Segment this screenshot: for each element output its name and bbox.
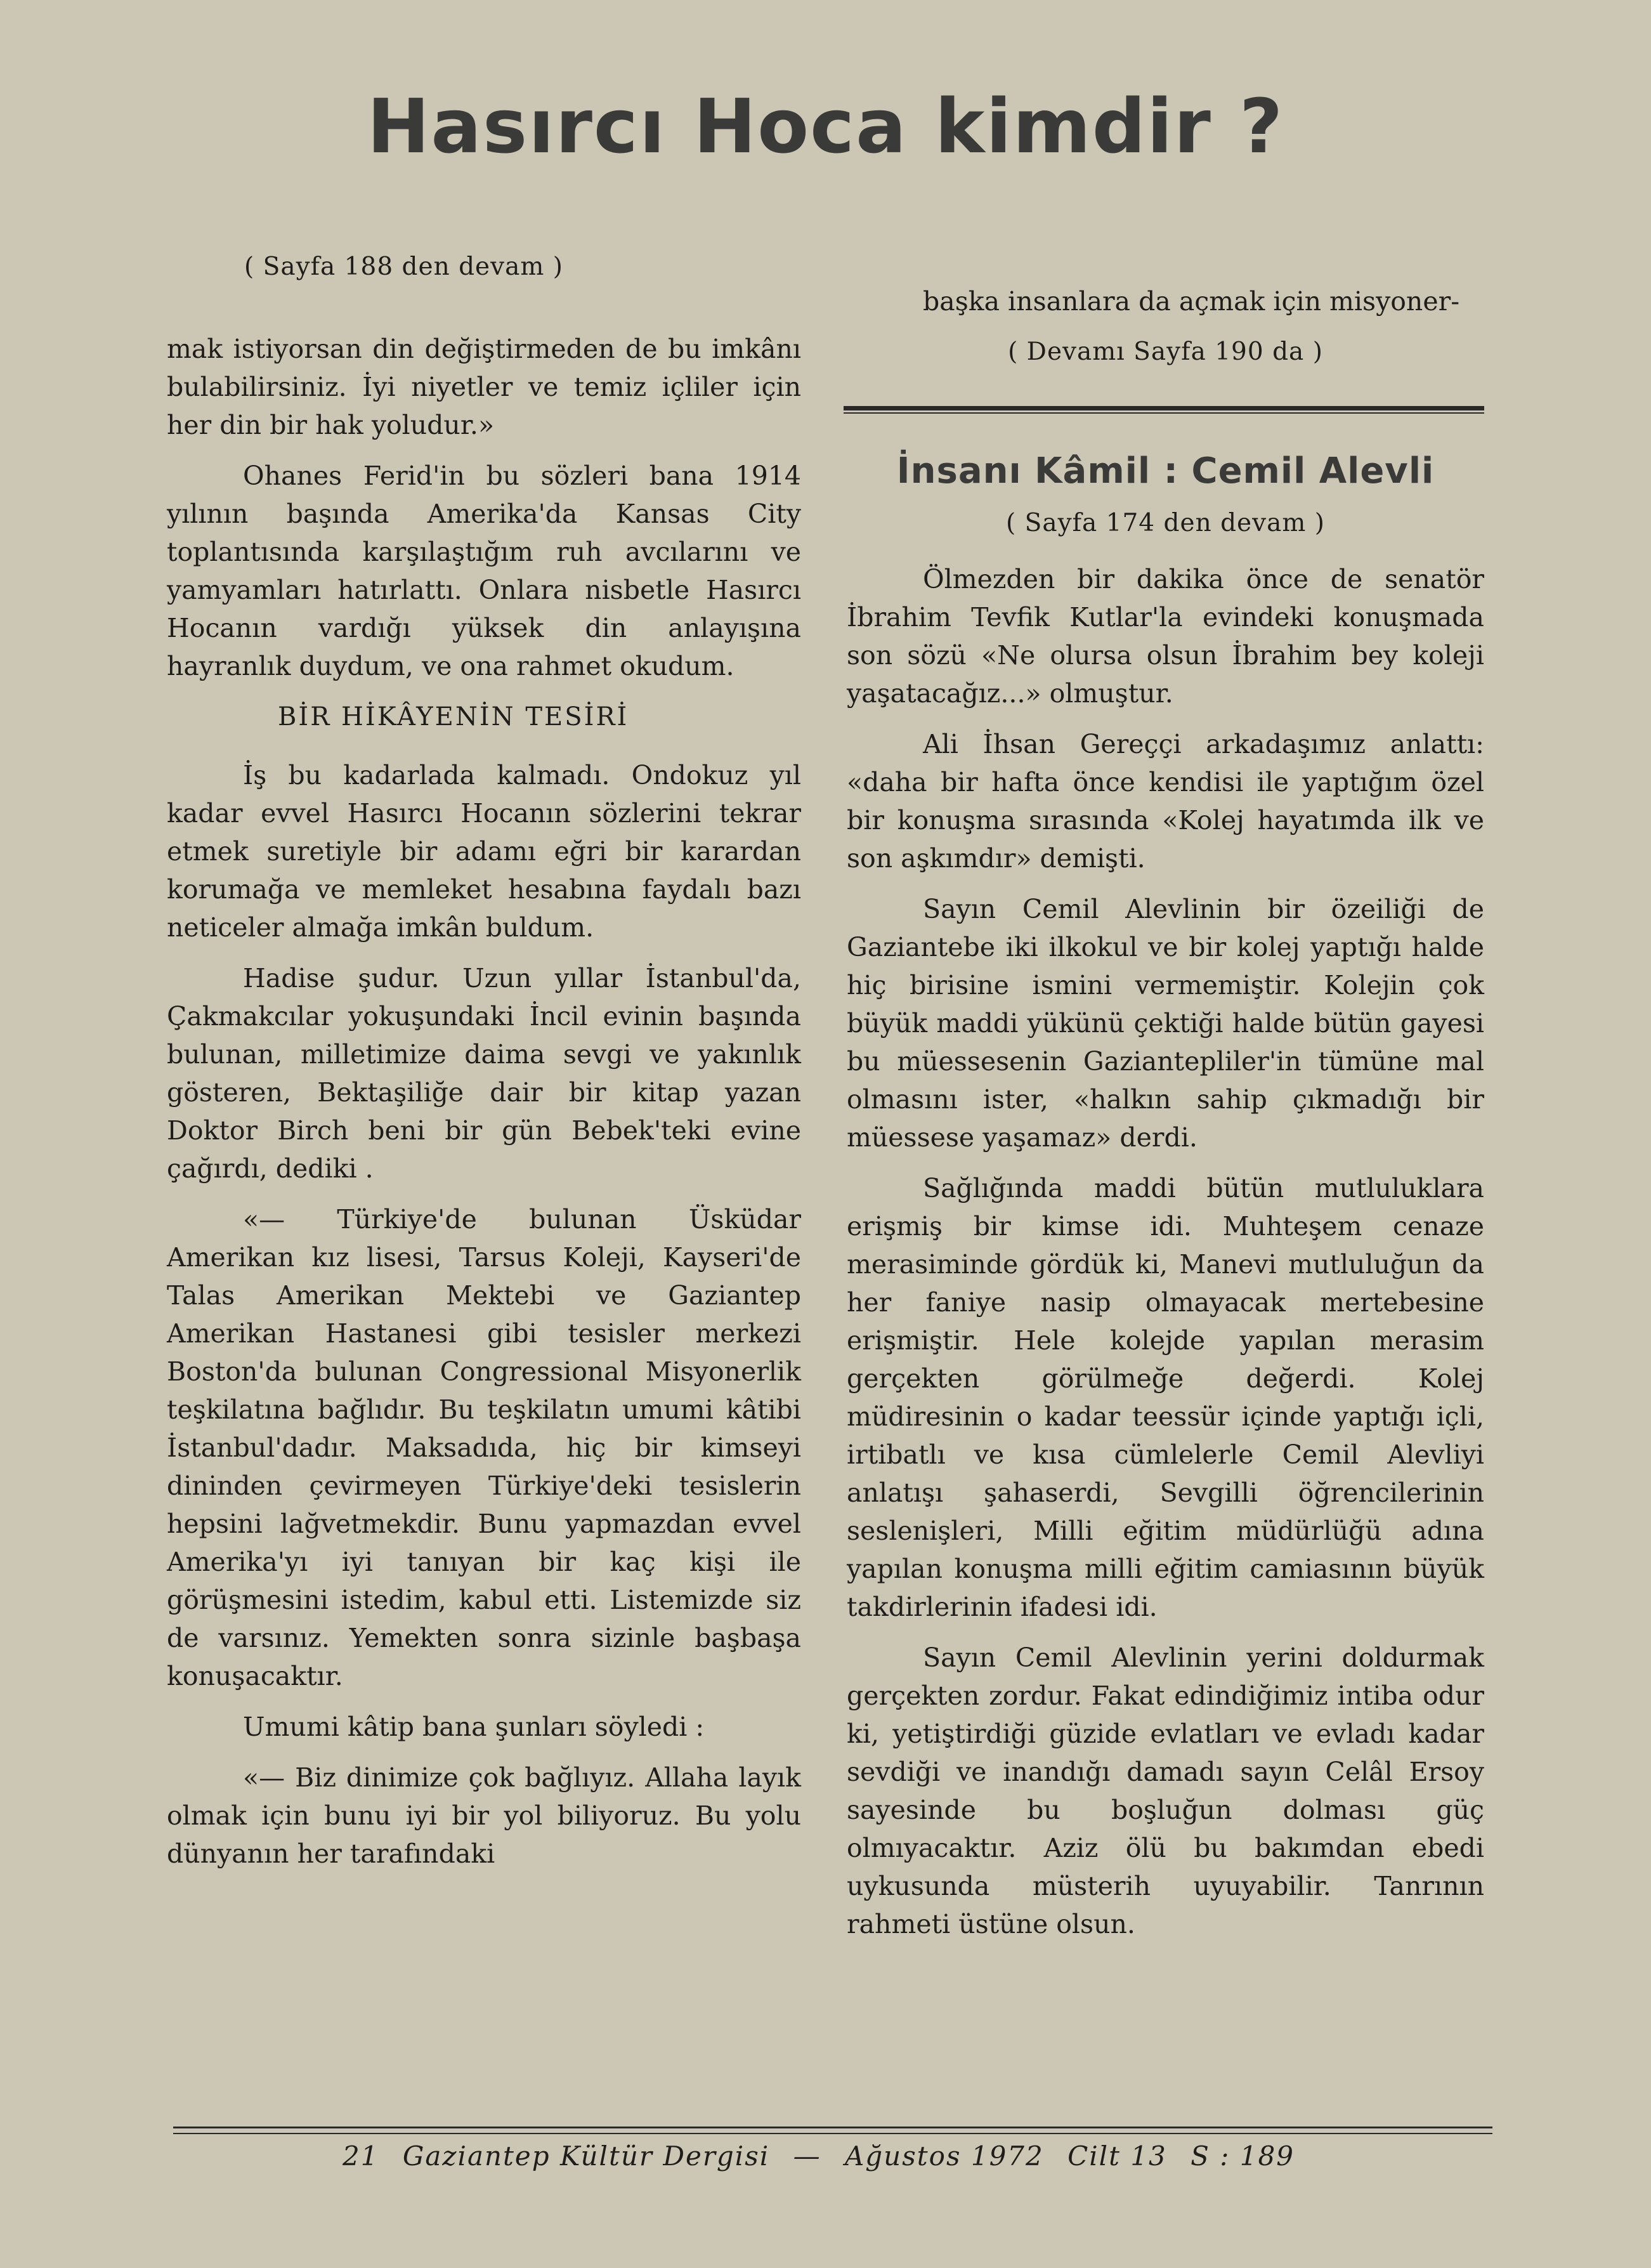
article-title: Hasırcı Hoca kimdir ? — [367, 82, 1284, 170]
left-paragraph-2: Ohanes Ferid'in bu sözleri bana 1914 yılının başında Amerika'da Kansas City toplantısında karşılaştığım ruh avcılarını ve yamyamları hatırlattı. Onlara nisbetle Hasırcı Hocanın vardığı yüksek din anlayışına hayranlık duydum, ve ona rahmet okudum. — [167, 461, 801, 681]
left-paragraph-4: Hadise şudur. Uzun yıllar İstanbul'da, Çakmakcılar yokuşundaki İncil evinin başında bulunan, milletimize daima sevgi ve yakınlık gösteren, Bektaşiliğe dair bir kitap yazan Doktor Birch beni bir gün Bebek'teki evine çağırdı, dediki . — [167, 963, 801, 1184]
footer-date: Ağustos 1972 — [844, 2140, 1044, 2172]
footer-dash: — — [793, 2140, 821, 2172]
right-paragraph-1: Ölmezden bir dakika önce de senatör İbrahim Tevfik Kutlar'la evindeki konuşmada son sözü «Ne olursa olsun İbrahim bey koleji yaşatacağız...» olmuştur. — [847, 564, 1484, 709]
right-paragraph-4: Sağlığında maddi bütün mutluluklara erişmiş bir kimse idi. Muhteşem cenaze merasiminde gördük ki, Manevi mutluluğun da her faniye nasip olmayacak mertebesine erişmiştir. Hele kolejde yapılan merasim gerçekten görülmeğe değerdi. Kolej müdiresinin o kadar teessür içinde yaptığı içli, irtibatlı ve kısa cümlelerle Cemil Alevliyi anlatışı şahaserdi, Sevgilli öğrencilerinin seslenişleri, Milli eğitim müdürlüğü adına yapılan konuşma milli eğitim camiasının büyük takdirlerinin ifadesi idi. — [847, 1173, 1484, 1622]
footer-number: 21 — [343, 2140, 379, 2172]
left-paragraph-1: mak istiyorsan din değiştirmeden de bu imkânı bulabilirsiniz. İyi niyetler ve temiz içliler için her din bir hak yoludur.» — [167, 334, 801, 440]
right-paragraph-3: Sayın Cemil Alevlinin bir özeiliği de Gaziantebe iki ilkokul ve bir kolej yaptığı halde hiç birisine ismini vermemiştir. Kolejin çok büyük maddi yükünü çektiği halde bütün gayesi bu müessesenin Gaziantepliler'in tümüne mal olmasını ister, «halkın sahip çıkmadığı bir müessese yaşamaz» derdi. — [847, 894, 1484, 1153]
right-paragraph-5: Sayın Cemil Alevlinin yerini doldurmak gerçekten zordur. Fakat edindiğimiz intiba odur ki, yetiştirdiği güzide evlatları ve evladı kadar sevdiği ve inandığı damadı sayın Celâl Ersoy sayesinde bu boşluğun dolması güç olmıyacaktır. Aziz ölü bu bakımdan ebedi uykusunda müsterih uyuyabilir. Tanrının rahmeti üstüne olsun. — [847, 1642, 1484, 1939]
footer-rule-thin — [173, 2133, 1492, 2134]
footer-rule — [173, 2127, 1492, 2128]
footer-page: S : 189 — [1191, 2140, 1295, 2172]
section-divider-thin — [844, 412, 1484, 414]
left-paragraph-5: «— Türkiye'de bulunan Üsküdar Amerikan kız lisesi, Tarsus Koleji, Kayseri'de Talas Amerikan Mektebi ve Gaziantep Amerikan Hastanesi gibi tesisler merkezi Boston'da bulunan Congressional Misyonerlik teşkilatına bağlıdır. Bu teşkilatın umumi kâtibi İstanbul'dadır. Maksadıda, hiç bir kimseyi dininden çevirmeyen Türkiye'deki tesislerin hepsini lağvetmekdir. Bunu yapmazdan evvel Amerika'yı iyi tanıyan bir kaç kişi ile görüşmesini istedim, kabul etti. Listemizde siz de varsınız. Yemekten sonra sizinle başbaşa konuşacaktır. — [167, 1204, 801, 1691]
left-paragraph-3: İş bu kadarlada kalmadı. Ondokuz yıl kadar evvel Hasırcı Hocanın sözlerini tekrar etmek suretiyle bir adamı eğri bir karardan korumağa ve memleket hesabına faydalı bazı neticeler almağa imkân buldum. — [167, 760, 801, 943]
right-paragraph-2: Ali İhsan Gereççi arkadaşımız anlattı: «daha bir hafta önce kendisi ile yaptığım özel bir konuşma sırasında «Kolej hayatımda ilk ve son aşkımdır» demişti. — [847, 729, 1484, 874]
left-column — [167, 330, 801, 1885]
left-paragraph-6: Umumi kâtip bana şunları söyledi : — [243, 1712, 705, 1742]
right-column — [847, 282, 1484, 1956]
left-continued-from: ( Sayfa 188 den devam ) — [244, 252, 564, 281]
right-continued-next: ( Devamı Sayfa 190 da ) — [1008, 338, 1323, 366]
footer-volume: Cilt 13 — [1067, 2140, 1167, 2172]
left-subheading: BİR HİKÂYENİN TESİRİ — [278, 702, 629, 731]
section-divider — [844, 406, 1484, 410]
section-title: İnsanı Kâmil : Cemil Alevli — [896, 450, 1435, 492]
left-paragraph-7: «— Biz dinimize çok bağlıyız. Allaha layık olmak için bunu iyi bir yol biliyoruz. Bu yolu dünyanın her tarafındaki — [167, 1762, 801, 1869]
footer-magazine: Gaziantep Kültür Dergisi — [402, 2140, 770, 2172]
right-top-paragraph: başka insanlara da açmak için misyoner- — [923, 286, 1460, 317]
page-footer — [343, 2140, 1308, 2172]
right-continued-from: ( Sayfa 174 den devam ) — [1005, 509, 1326, 537]
